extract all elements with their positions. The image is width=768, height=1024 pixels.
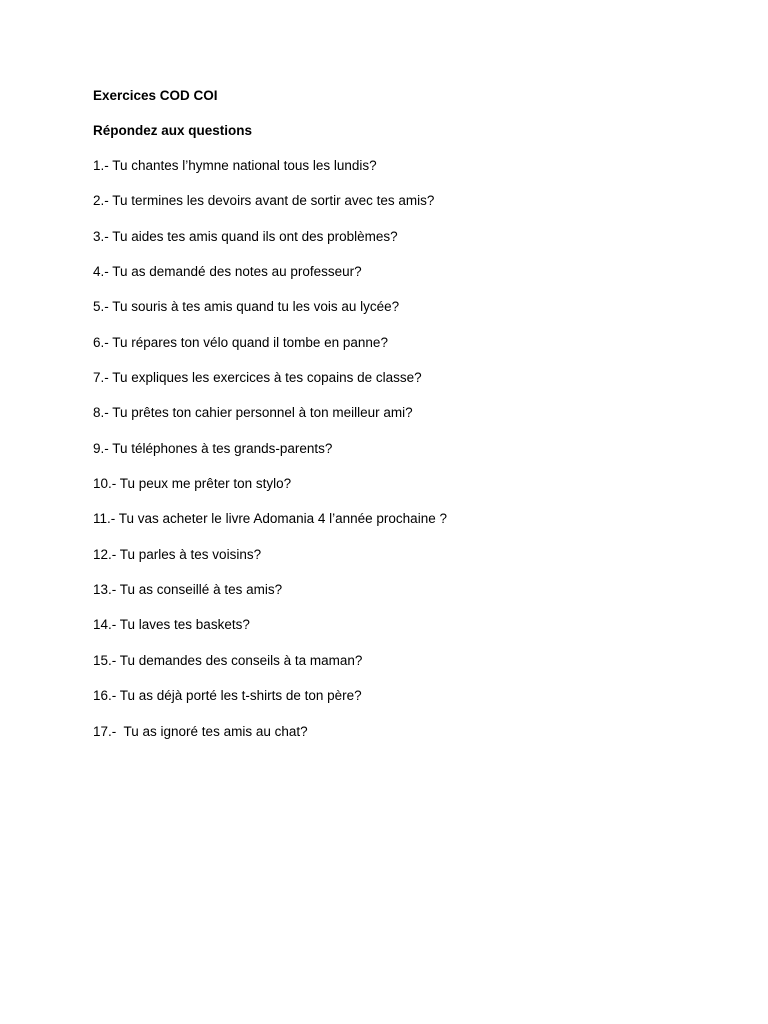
document-title: Exercices COD COI [93,88,218,103]
question-item: 15.- Tu demandes des conseils à ta maman? [93,652,363,668]
instruction-heading: Répondez aux questions [93,123,253,138]
question-item: 6.- Tu répares ton vélo quand il tombe en panne? [93,334,388,350]
question-item: 4.- Tu as demandé des notes au professeur? [93,264,362,280]
question-item: 16.- Tu as déjà porté les t-shirts de ton père? [93,688,362,704]
question-item: 17.- Tu as ignoré tes amis au chat? [93,723,308,739]
question-item: 13.- Tu as conseillé à tes amis? [93,582,283,598]
question-item: 7.- Tu expliques les exercices à tes copains de classe? [93,370,422,386]
question-item: 5.- Tu souris à tes amis quand tu les vois au lycée? [93,299,400,315]
question-item: 2.- Tu termines les devoirs avant de sortir avec tes amis? [93,193,435,209]
question-item: 14.- Tu laves tes baskets? [93,617,250,633]
question-list [93,158,447,759]
question-item: 3.- Tu aides tes amis quand ils ont des problèmes? [93,228,398,244]
question-item: 1.- Tu chantes l’hymne national tous les lundis? [93,158,377,173]
question-item: 12.- Tu parles à tes voisins? [93,546,262,562]
question-item: 11.- Tu vas acheter le livre Adomania 4 l’année prochaine ? [93,511,447,527]
question-item: 10.- Tu peux me prêter ton stylo? [93,476,292,492]
question-item: 8.- Tu prêtes ton cahier personnel à ton meilleur ami? [93,405,413,421]
question-item: 9.- Tu téléphones à tes grands-parents? [93,440,333,456]
